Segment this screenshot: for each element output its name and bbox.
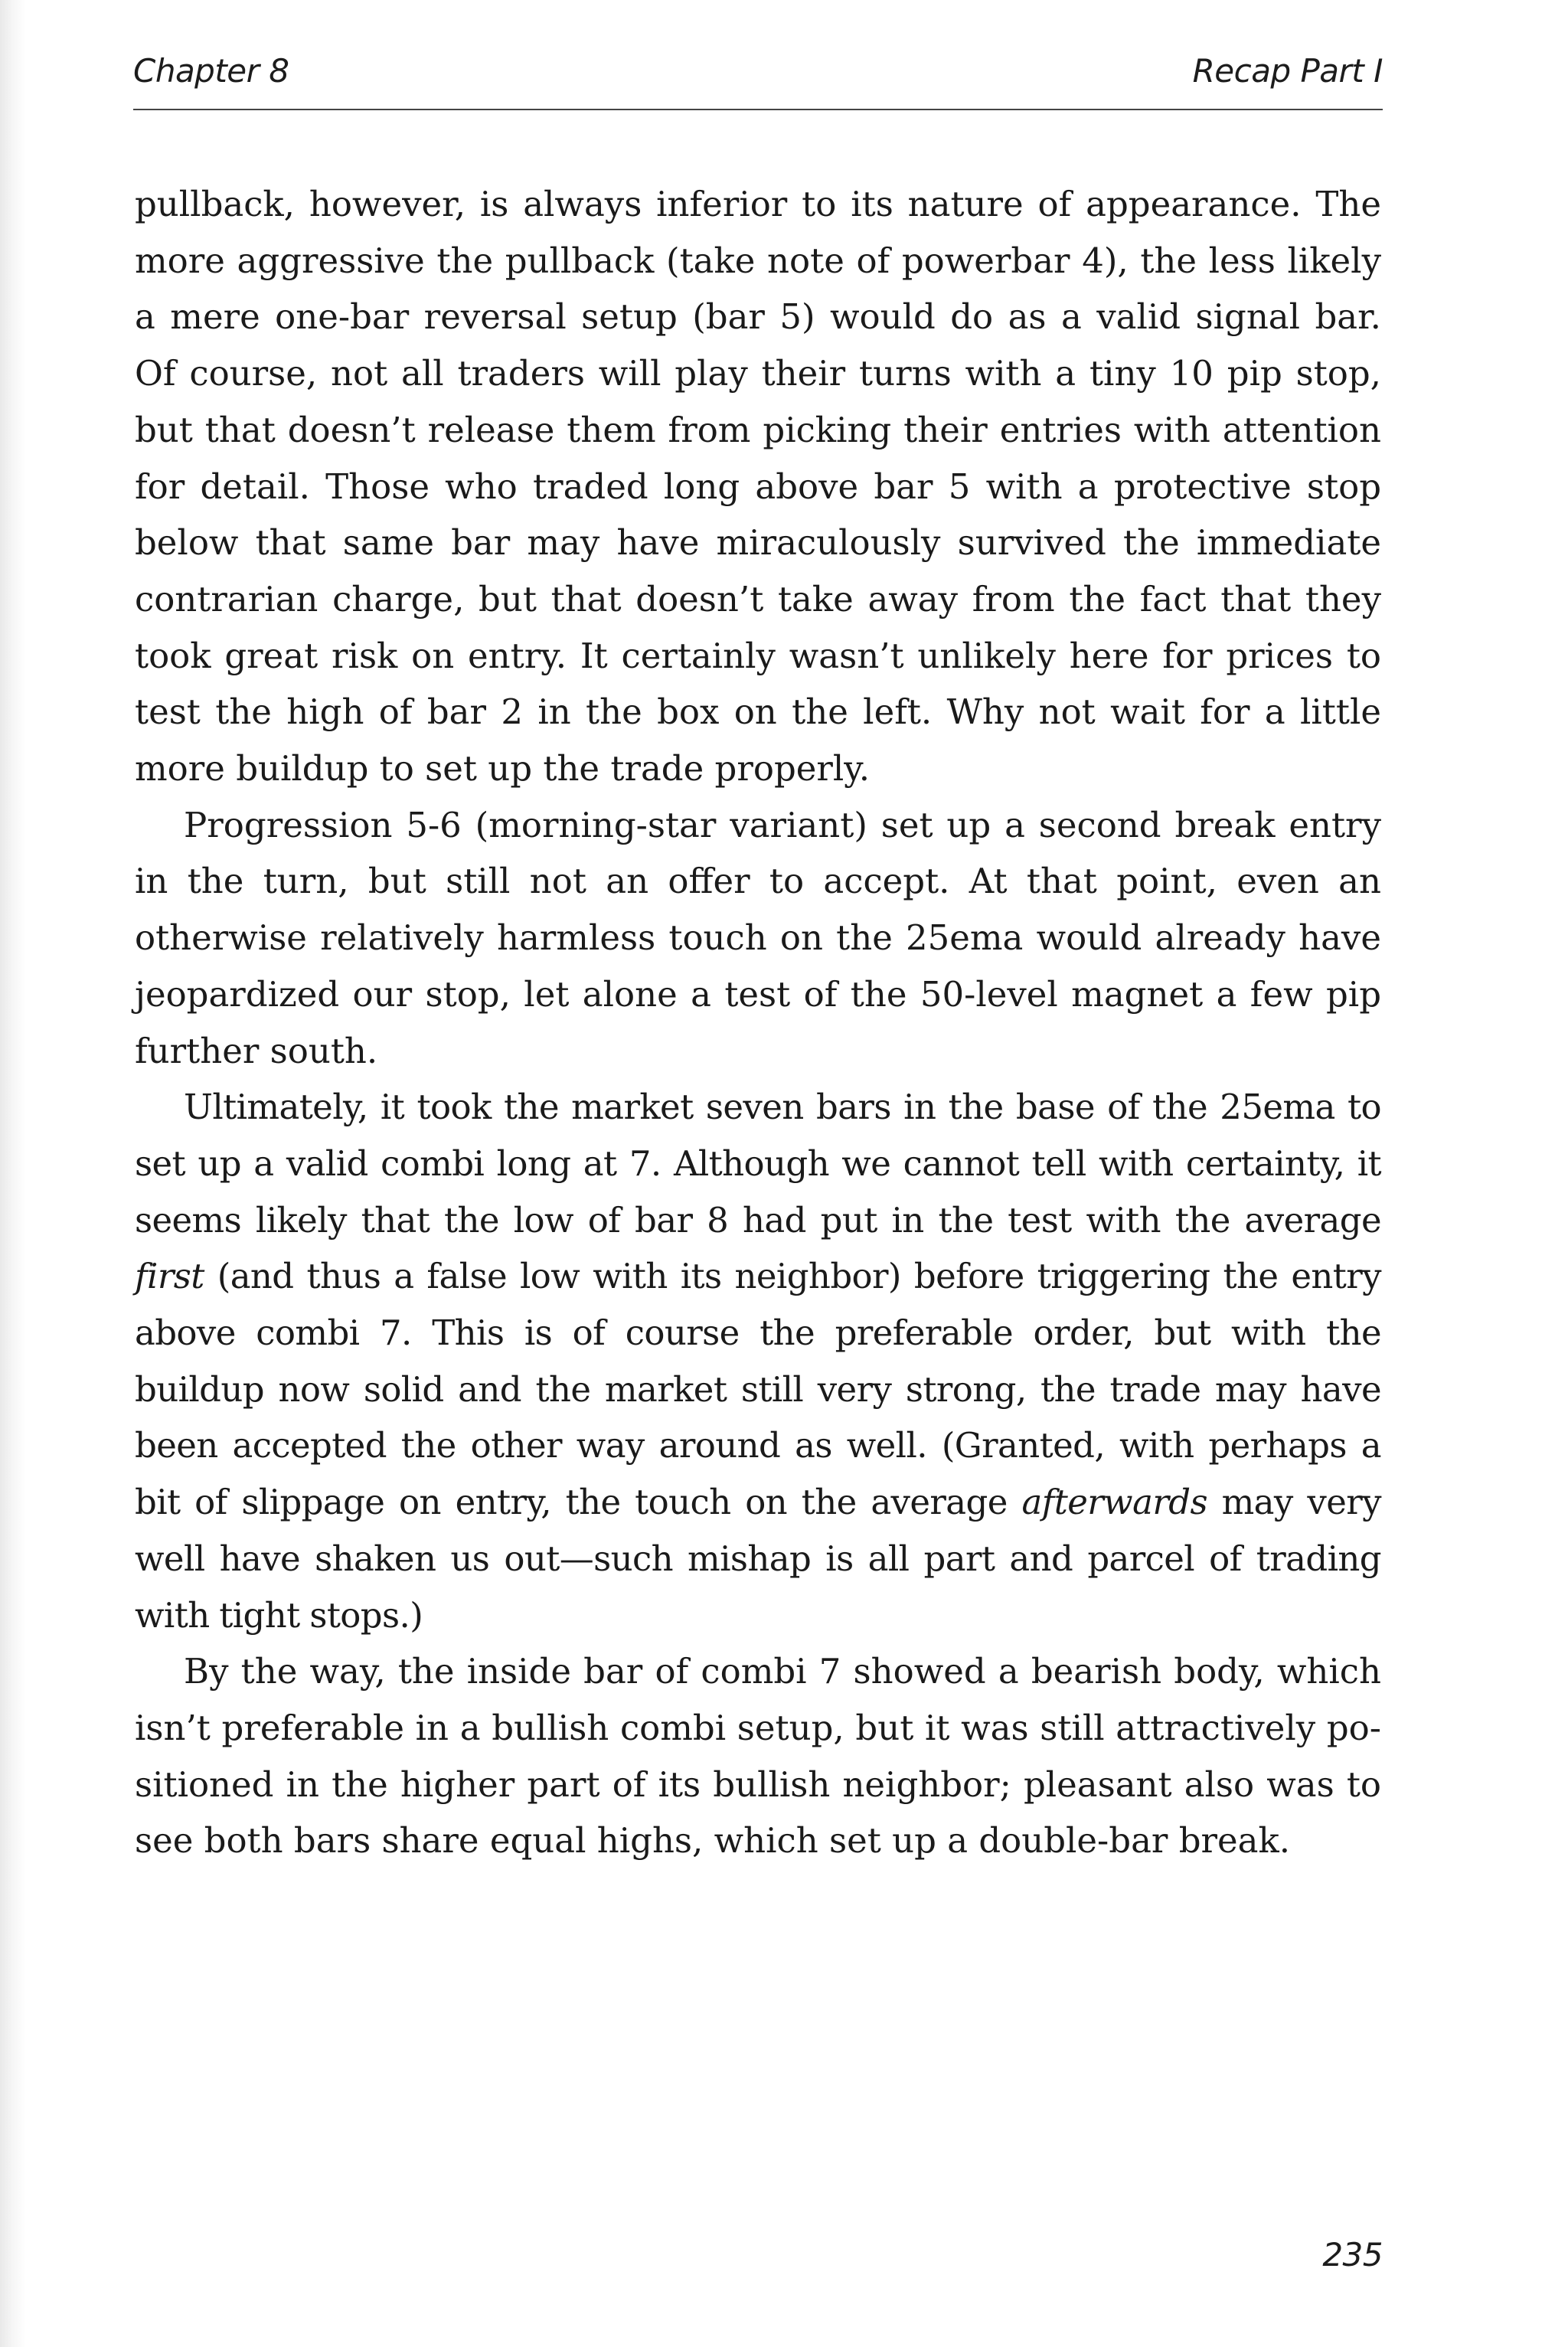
page-gutter-shadow xyxy=(0,0,26,2347)
paragraph-text: may very well have shaken us out—such mishap is all part and parcel of trading with tight stops.) xyxy=(135,1482,1381,1636)
paragraph xyxy=(135,176,1381,797)
header-rule xyxy=(133,109,1383,110)
paragraph-text: pullback, however, is always inferior to its nature of appearance. The more aggressive the pullback (take note of powerbar 4), the less likely a mere one-bar reversal setup (bar 5) would do as a valid signal bar. Of course, not all traders will play their turns with a tiny 10 pip stop, but that doesn’t release them from picking their entries with attention for detail. Those who traded long above bar 5 with a protective stop below that same bar may have miraculously survived the immediate contrarian charge, but that doesn’t take away from the fact that they took great risk on entry. It certainly wasn’t unlikely here for prices to test the high of bar 2 in the box on the left. Why not wait for a little more buildup to set up the trade properly. xyxy=(135,184,1381,789)
body-text xyxy=(135,176,1381,1869)
running-header xyxy=(133,47,1383,109)
paragraph-text: (and thus a false low with its neighbor) before triggering the entry above combi 7. This is of course the preferable order, but with the buildup now solid and the market still very strong, the trade may have been accepted the other way around as well. (Granted, with perhaps a bit of slippage on entry, the touch on the average xyxy=(135,1256,1381,1523)
paragraph xyxy=(135,1643,1381,1869)
emphasized-text: first xyxy=(135,1256,204,1297)
paragraph xyxy=(135,1079,1381,1643)
paragraph-text: By the way, the inside bar of combi 7 showed a bearish body, which isn’t preferable in a bullish combi setup, but it was still attractively positioned in the higher part of its bullish neighbor; pleasant also was to see both bars share equal highs, which set up a double-bar break. xyxy=(135,1651,1381,1862)
paragraph-text: Progression 5-6 (morning-star variant) set up a second break entry in the turn, but still not an offer to accept. At that point, even an otherwise relatively harmless touch on the 25ema would already have jeopardized our stop, let alone a test of the 50-level magnet a few pip further south. xyxy=(135,804,1381,1071)
paragraph-text: Ultimately, it took the market seven bars in the base of the 25ema to set up a valid combi long at 7. Although we cannot tell with certainty, it seems likely that the low of bar 8 had put in the test with the average xyxy=(135,1087,1381,1241)
chapter-label: Chapter 8 xyxy=(133,52,289,90)
page-number: 235 xyxy=(1322,2236,1383,2273)
paragraph xyxy=(135,797,1381,1080)
section-label: Recap Part I xyxy=(1192,52,1383,90)
emphasized-text: afterwards xyxy=(1021,1482,1207,1523)
